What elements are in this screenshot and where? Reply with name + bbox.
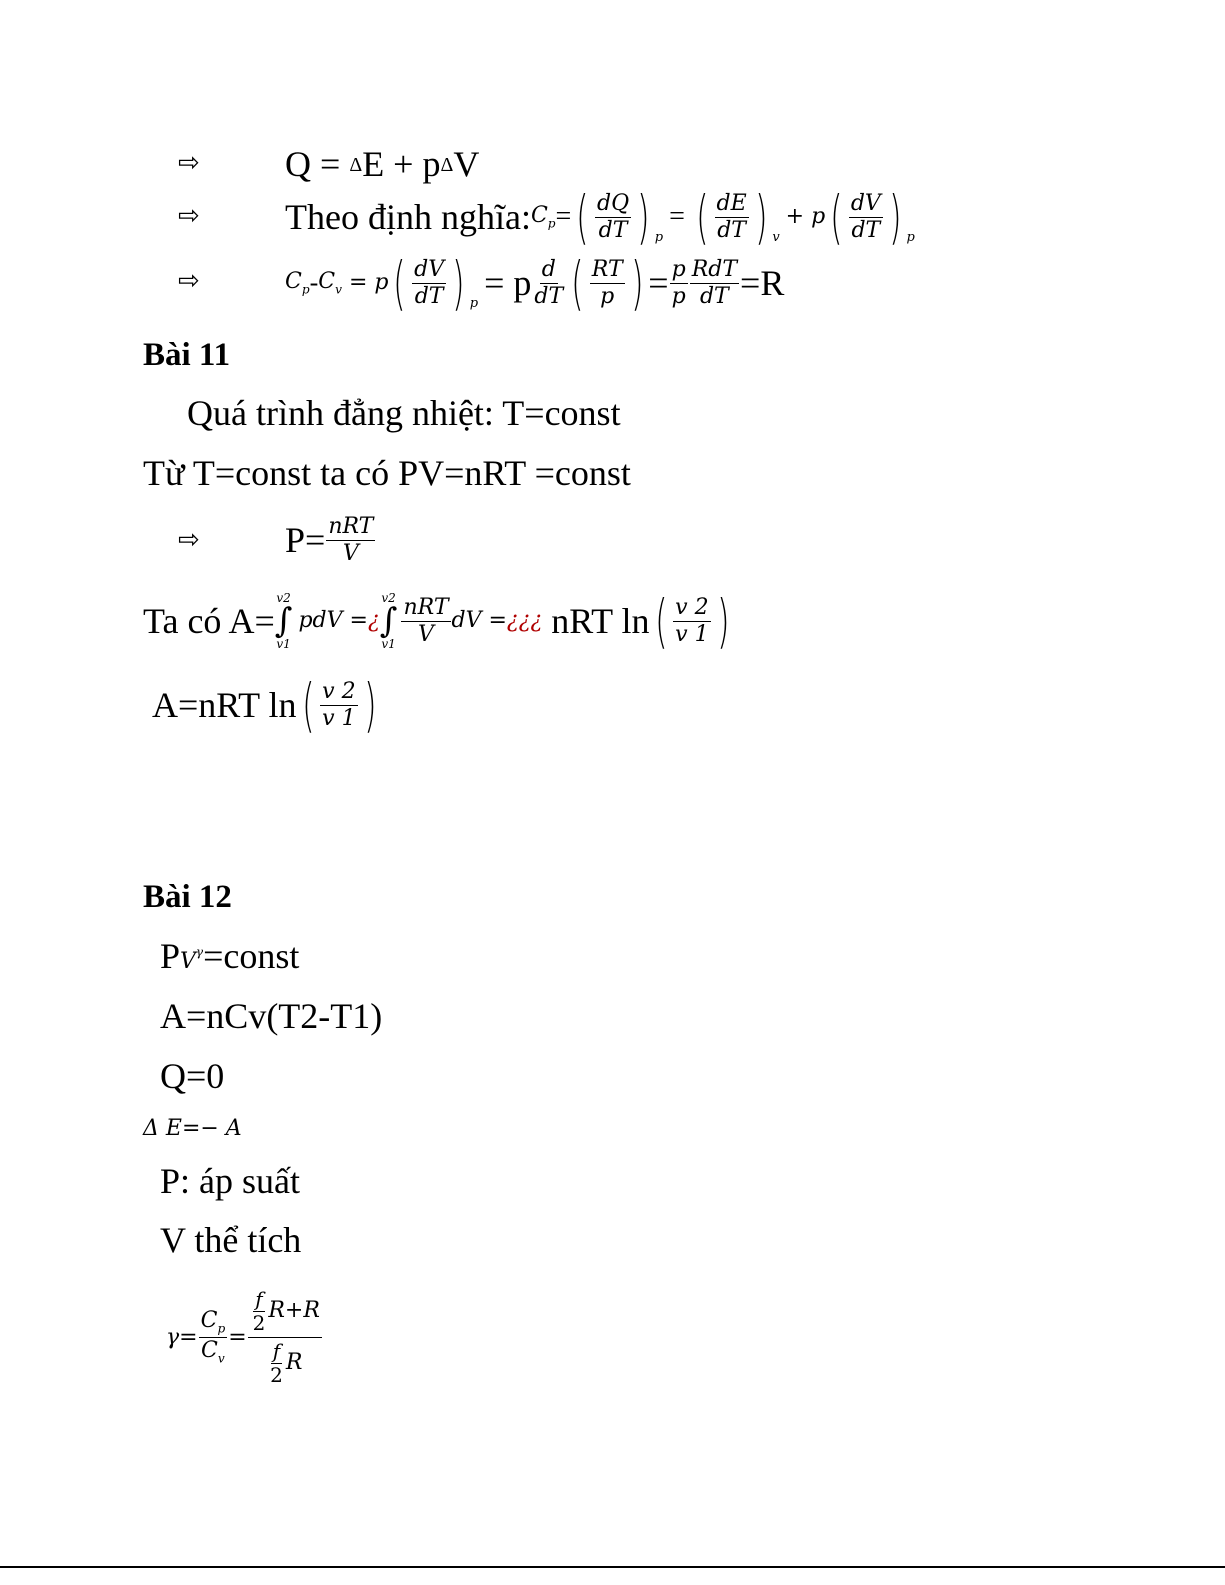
fraction-degrees-of-freedom: $\frac{f}{2}$ R+R $\frac{f}{2}$ R — [248, 1288, 322, 1387]
adiabatic-equation: $PV^\gamma=const$ — [160, 936, 300, 976]
fraction-dq-dt: $\frac{dQ}{dT}$ — [596, 191, 630, 243]
page-bottom-rule — [0, 1566, 1225, 1568]
work-result: A=nRT ln ( $\frac{v 2}{v 1}$ ) — [152, 671, 377, 739]
eq-text: E + p — [362, 144, 441, 184]
equals-sign: = — [341, 270, 375, 295]
equals-sign: = — [648, 263, 669, 303]
fraction-rt-p: $\frac{RT}{p}$ — [591, 257, 623, 309]
isothermal-process: Quá trình đẳng nhiệt: T=const — [187, 393, 621, 433]
subscript-p: p — [906, 230, 915, 245]
fraction-cp-cv: $\frac{C_p}{C_v}$ — [200, 1308, 226, 1365]
arrow-icon: ⇨ — [178, 525, 200, 555]
cv-symbol: $C_v$ — [318, 268, 342, 297]
ideal-gas-statement: Từ T=const ta có PV=nRT =const — [143, 453, 631, 493]
delta-symbol: Δ — [349, 154, 363, 176]
integrand-pdv: pdV = — [298, 608, 368, 633]
arrow-icon: ⇨ — [178, 266, 200, 296]
fraction-dv-dt: $\frac{dV}{dT}$ — [850, 191, 881, 243]
work-intro: Ta có A= — [143, 601, 275, 641]
fraction-dv-dt: $\frac{dV}{dT}$ — [414, 257, 445, 309]
eq-text: Q = — [285, 144, 350, 184]
definition-label: Theo định nghĩa: — [285, 197, 531, 237]
eq-text: V — [453, 144, 480, 184]
fraction-d-dt: $\frac{d}{dT}$ — [534, 257, 564, 309]
cp-cv-relation: $C_p$ - $C_v$ = p ( $\frac{dV}{dT}$ ) p = p $\frac{d}{dT}$ ( $\frac{RT}{p}$ ) = $\frac{p}{p}$ $\frac{\text{RdT}}{dT}$ =R — [285, 249, 785, 317]
pressure-description: P: áp suất — [160, 1161, 300, 1201]
work-result-text: A=nRT ln — [152, 685, 297, 725]
cp-symbol: $C_p$ — [285, 268, 310, 297]
minus-sign: - — [309, 268, 319, 297]
cp-symbol: $C_p$ — [530, 202, 556, 231]
placeholder-glyph: ¿¿¿ — [506, 608, 543, 633]
gamma-equals: γ= — [166, 1324, 198, 1350]
section-title-bai-12: Bài 12 — [143, 879, 232, 915]
section-title-bai-11: Bài 11 — [143, 337, 231, 373]
volume-description: V thể tích — [160, 1220, 302, 1260]
p-symbol: p — [374, 270, 389, 295]
equation-first-law — [285, 146, 479, 182]
fraction-p-p: $\frac{p}{p}$ — [671, 257, 686, 309]
integrand-dv: dV = — [451, 608, 507, 633]
fraction-v2-v1: $\frac{v 2}{v 1}$ — [675, 595, 709, 647]
integral-symbol: v2 ∫ v1 — [274, 591, 293, 651]
fraction-v2-v1: $\frac{v 2}{v 1}$ — [322, 679, 356, 731]
pressure-formula — [285, 512, 376, 568]
equals-sign: = — [228, 1324, 247, 1350]
subscript-p: p — [654, 230, 664, 245]
work-integral: Ta có A= v2 ∫ v1 pdV = ¿ v2 ∫ v1 $\frac{\text{nRT}}{V}$ dV = ¿¿¿ nRT ln ( $\frac{v 2}{v 1}$ ) — [143, 587, 730, 655]
equals-r: =R — [740, 263, 785, 303]
integral-symbol: v2 ∫ v1 — [379, 591, 398, 651]
subscript-p: p — [469, 296, 479, 311]
fraction-nrt-v: $\frac{\text{nRT}}{V}$ — [403, 595, 449, 647]
energy-change: Δ E=− A — [143, 1116, 242, 1141]
equals-p: = p — [484, 263, 532, 303]
gamma-formula — [166, 1282, 323, 1392]
nrt-ln: nRT ln — [542, 601, 650, 641]
subscript-v: v — [772, 230, 780, 245]
placeholder-glyph: ¿ — [367, 608, 380, 633]
equals-sign: = — [555, 201, 572, 232]
equals-sign: = — [669, 201, 685, 232]
fraction-de-dt: $\frac{dE}{dT}$ — [716, 191, 747, 243]
plus-p: + p — [785, 204, 826, 229]
p-equals: P= — [285, 520, 326, 560]
work-adiabatic: A=nCv(T2-T1) — [160, 996, 383, 1036]
fraction-nrt-v: $\frac{\text{nRT}}{V}$ — [328, 514, 374, 566]
arrow-icon: ⇨ — [178, 201, 200, 231]
fraction-rdt-dt: $\frac{\text{RdT}}{dT}$ — [691, 257, 738, 309]
heat-zero: Q=0 — [160, 1056, 225, 1096]
delta-symbol: Δ — [440, 154, 454, 176]
definition-line: Theo định nghĩa: $C_p$ = ( $\frac{dQ}{dT}$ ) p = ( $\frac{dE}{dT}$ ) v + p ( $\frac{dV}{dT}$ ) p — [285, 183, 915, 251]
arrow-icon: ⇨ — [178, 148, 200, 178]
